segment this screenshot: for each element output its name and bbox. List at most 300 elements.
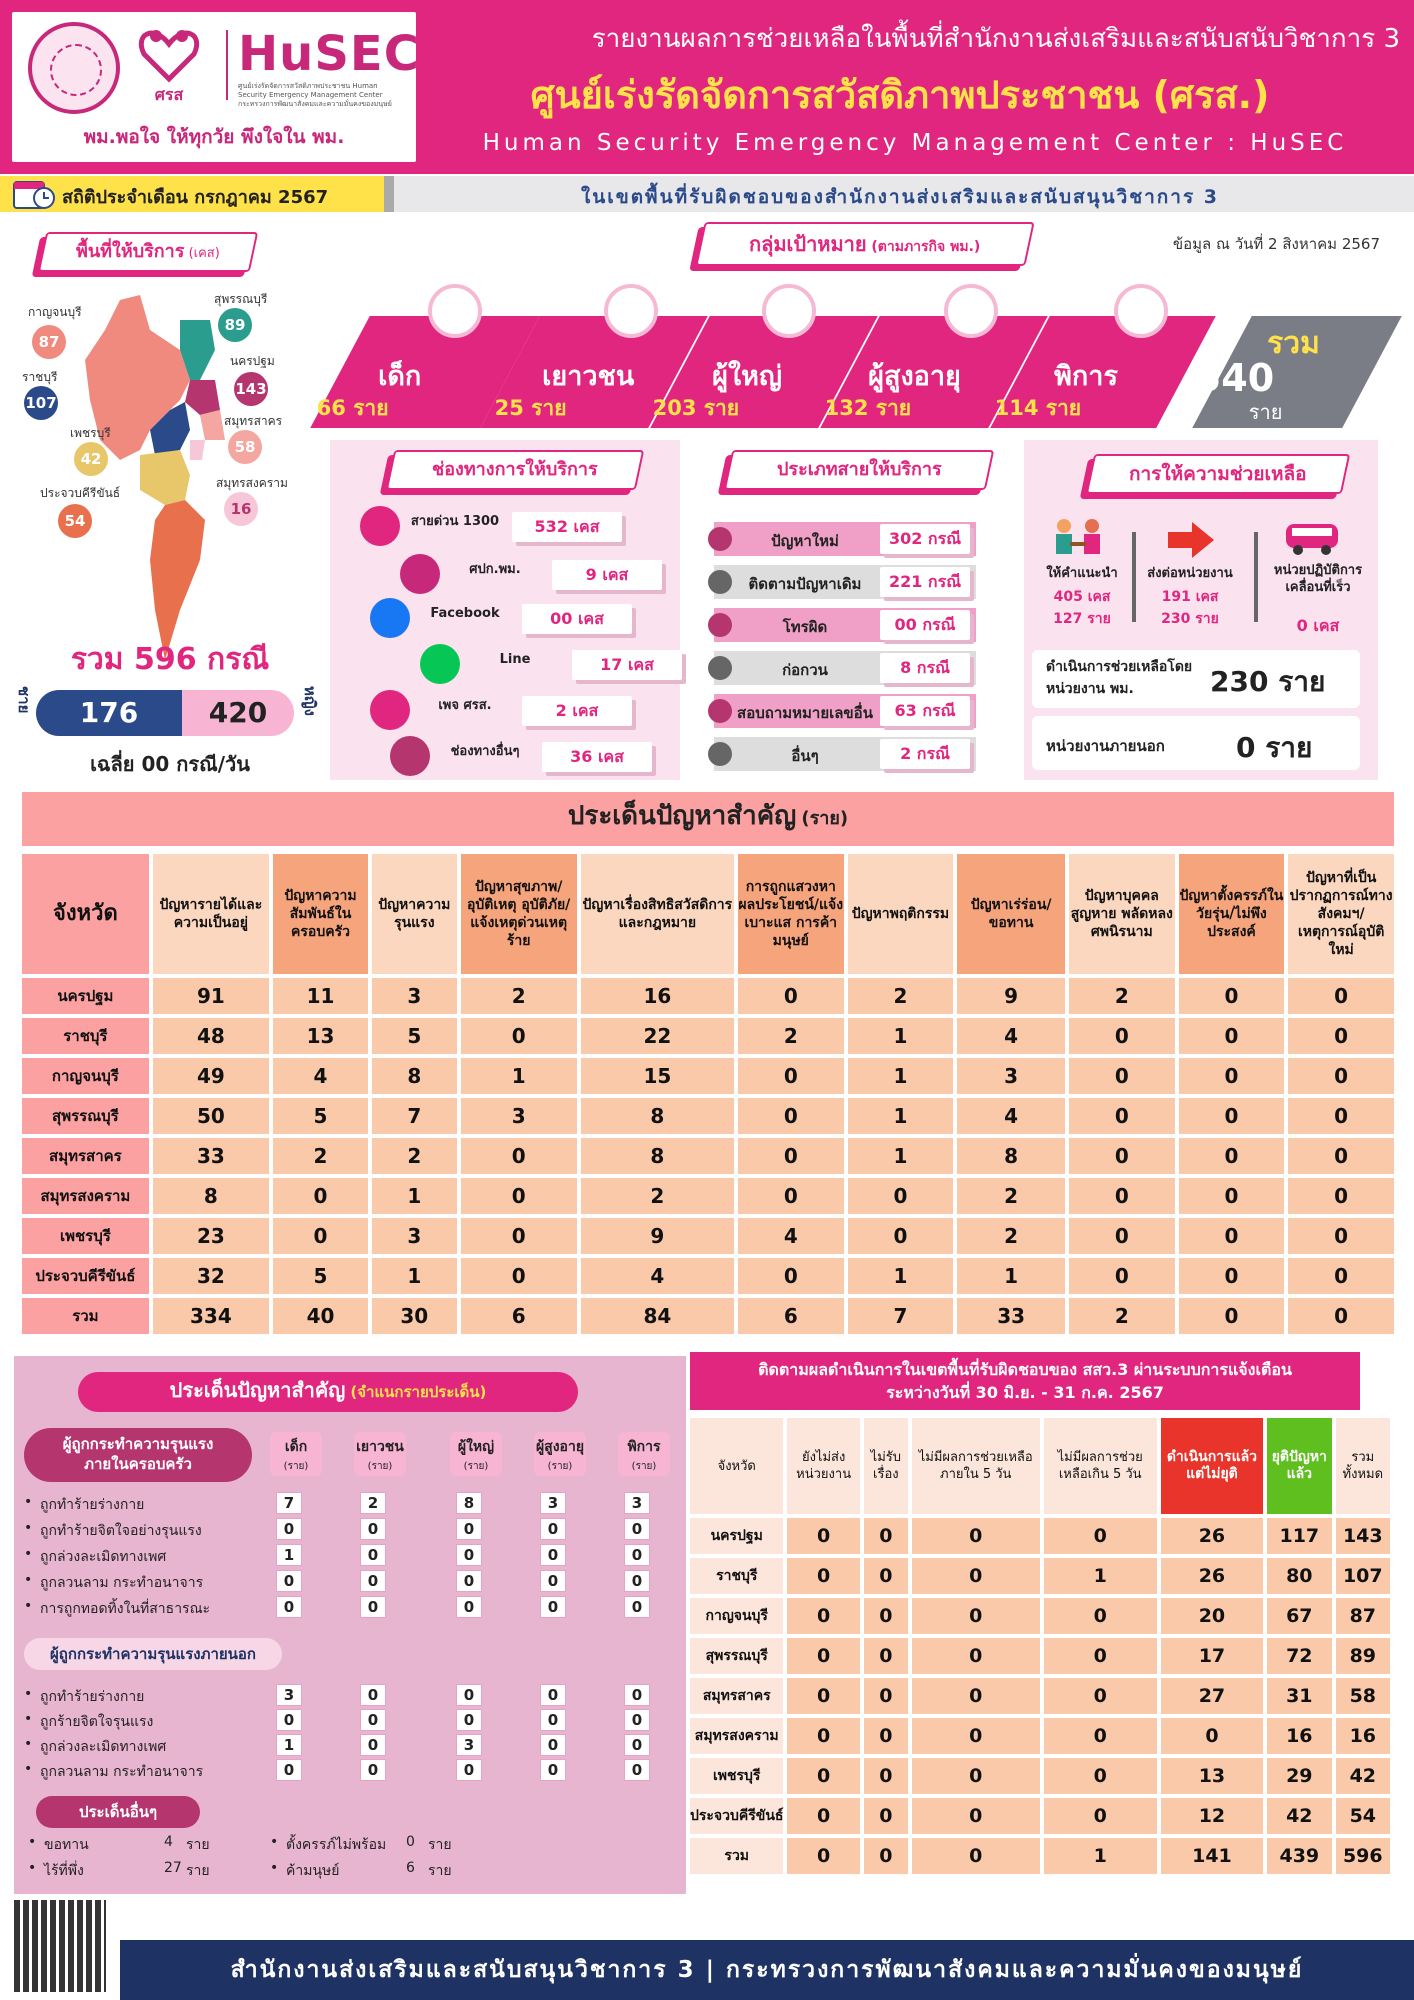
group-total-unit: ราย bbox=[1248, 400, 1283, 424]
table-cell: 67 bbox=[1267, 1598, 1332, 1634]
prov-value-samutsongkhram: 16 bbox=[224, 492, 258, 526]
table-cell: 0 bbox=[461, 1178, 577, 1214]
table-cell: 40 bbox=[273, 1298, 368, 1334]
table-cell: 0 bbox=[787, 1638, 859, 1674]
service-tag bbox=[724, 450, 995, 490]
issue-label: ถูกล่วงละเมิดทางเพศ bbox=[40, 1549, 167, 1565]
issues2-title: ประเด็นปัญหาสำคัญ bbox=[169, 1378, 346, 1402]
issue-value: 0 bbox=[360, 1518, 386, 1540]
row-province: ราชบุรี bbox=[690, 1558, 783, 1594]
issues-col-header: ปัญหาความสัมพันธ์ในครอบครัว bbox=[273, 854, 368, 974]
prov-value-kanchanaburi: 87 bbox=[32, 325, 66, 359]
table-cell: 0 bbox=[1069, 1058, 1175, 1094]
table-cell: 0 bbox=[738, 978, 844, 1014]
divider bbox=[1254, 532, 1258, 622]
table-cell: 1 bbox=[848, 1018, 954, 1054]
service-label: สอบถามหมายเลขอื่น bbox=[737, 704, 873, 722]
center-title-en: Human Security Emergency Management Center : HuSEC bbox=[482, 130, 1348, 156]
service-dot-icon bbox=[708, 742, 732, 766]
table-cell: 0 bbox=[864, 1678, 908, 1714]
issue-value: 0 bbox=[456, 1709, 482, 1731]
channel-value: 2 เคส bbox=[555, 701, 599, 720]
table-cell: 0 bbox=[1288, 1218, 1394, 1254]
service-label: อื่นๆ bbox=[791, 747, 819, 765]
table-cell: 0 bbox=[787, 1798, 859, 1834]
table-cell: 16 bbox=[1267, 1718, 1332, 1754]
table-cell: 0 bbox=[1069, 1138, 1175, 1174]
service-label: โทรผิด bbox=[782, 618, 828, 636]
table-cell: 13 bbox=[1161, 1758, 1263, 1794]
table-cell: 6 bbox=[738, 1298, 844, 1334]
prov-value-ratchaburi: 107 bbox=[24, 386, 58, 420]
issues2-col-name: ผู้สูงอายุ bbox=[535, 1439, 585, 1455]
table-cell: 0 bbox=[912, 1798, 1040, 1834]
male-label: ชาย bbox=[15, 686, 33, 714]
refer-cases: 191 เคส bbox=[1161, 589, 1219, 605]
issues2-sub: (จำแนกรายประเด็น) bbox=[350, 1383, 487, 1401]
table-cell: 16 bbox=[1336, 1718, 1390, 1754]
table-cell: 0 bbox=[1288, 1058, 1394, 1094]
table-cell: 117 bbox=[1267, 1518, 1332, 1554]
issue-value: 0 bbox=[624, 1709, 650, 1731]
follow-col-header: ยุติปัญหาแล้ว bbox=[1267, 1418, 1332, 1514]
row-province: ประจวบคีรีขันธ์ bbox=[690, 1798, 783, 1834]
table-cell: 1 bbox=[848, 1058, 954, 1094]
table-cell: 0 bbox=[1179, 1138, 1285, 1174]
other-label: ค้ามนุษย์ bbox=[286, 1863, 340, 1879]
table-cell: 439 bbox=[1267, 1838, 1332, 1874]
issues-col-header: ปัญหาความรุนแรง bbox=[372, 854, 457, 974]
table-cell: 0 bbox=[461, 1258, 577, 1294]
service-dot-icon bbox=[708, 656, 732, 680]
bullet-icon: • bbox=[28, 1834, 37, 1850]
table-row bbox=[690, 1518, 1390, 1554]
prov-value-suphanburi: 89 bbox=[218, 308, 252, 342]
issues-col-header: จังหวัด bbox=[22, 854, 149, 974]
table-cell: 0 bbox=[1288, 1298, 1394, 1334]
table-cell: 0 bbox=[738, 1098, 844, 1134]
table-cell: 3 bbox=[372, 1218, 457, 1254]
prov-label-ratchaburi: ราชบุรี bbox=[22, 370, 58, 384]
issue-value: 0 bbox=[360, 1570, 386, 1592]
table-cell: 0 bbox=[1161, 1718, 1263, 1754]
table-cell: 8 bbox=[957, 1138, 1065, 1174]
table-cell: 0 bbox=[273, 1178, 368, 1214]
table-cell: 16 bbox=[581, 978, 734, 1014]
advice-label: ให้คำแนะนำ bbox=[1046, 566, 1118, 581]
issue-value: 0 bbox=[456, 1570, 482, 1592]
table-cell: 0 bbox=[1179, 1298, 1285, 1334]
table-cell: 0 bbox=[1044, 1678, 1157, 1714]
issue-value: 0 bbox=[276, 1596, 302, 1618]
table-cell: 5 bbox=[273, 1098, 368, 1134]
issues-table bbox=[18, 850, 1398, 1338]
channel-value-box bbox=[522, 696, 632, 726]
issues2-col-unit: (ราย) bbox=[367, 1461, 393, 1472]
table-cell: 2 bbox=[1069, 1298, 1175, 1334]
table-cell: 58 bbox=[1336, 1678, 1390, 1714]
issues2-col-header bbox=[534, 1432, 586, 1476]
issue-value: 7 bbox=[276, 1492, 302, 1514]
other-value: 27 bbox=[164, 1860, 182, 1876]
advice-icon bbox=[1050, 516, 1106, 560]
issue-value: 0 bbox=[456, 1596, 482, 1618]
table-cell: 2 bbox=[738, 1018, 844, 1054]
table-cell: 22 bbox=[581, 1018, 734, 1054]
table-cell: 0 bbox=[864, 1758, 908, 1794]
bullet-icon: • bbox=[270, 1834, 279, 1850]
table-row bbox=[22, 978, 1394, 1014]
row-province: สมุทรสงคราม bbox=[690, 1718, 783, 1754]
table-cell: 33 bbox=[153, 1138, 269, 1174]
table-cell: 23 bbox=[153, 1218, 269, 1254]
follow-col-header: ไม่รับเรื่อง bbox=[864, 1418, 908, 1514]
row-province: กาญจนบุรี bbox=[22, 1058, 149, 1094]
issues2-col-name: พิการ bbox=[627, 1439, 661, 1455]
table-row bbox=[22, 1218, 1394, 1254]
assist-title: การให้ความช่วยเหลือ bbox=[1129, 463, 1307, 485]
issues2-col-unit: (ราย) bbox=[631, 1461, 657, 1472]
channel-value-box bbox=[512, 512, 622, 542]
issue-label: ถูกทำร้ายจิตใจอย่างรุนแรง bbox=[40, 1523, 202, 1539]
row-province: สมุทรสาคร bbox=[22, 1138, 149, 1174]
group-elderly-count: 132 ราย bbox=[824, 396, 912, 420]
issue-value: 0 bbox=[540, 1544, 566, 1566]
table-cell: 72 bbox=[1267, 1638, 1332, 1674]
bullet-icon: • bbox=[24, 1546, 33, 1562]
table-cell: 0 bbox=[1179, 1178, 1285, 1214]
bullet-icon: • bbox=[28, 1860, 37, 1876]
table-cell: 0 bbox=[864, 1798, 908, 1834]
service-value-box bbox=[880, 610, 970, 640]
table-cell: 0 bbox=[1288, 978, 1394, 1014]
table-row bbox=[690, 1678, 1390, 1714]
table-cell: 2 bbox=[581, 1178, 734, 1214]
issue-value: 0 bbox=[540, 1570, 566, 1592]
table-cell: 0 bbox=[864, 1638, 908, 1674]
service-dot-icon bbox=[708, 570, 732, 594]
channel-value: 17 เคส bbox=[600, 655, 654, 674]
issue-label: ถูกร้ายจิตใจรุนแรง bbox=[40, 1714, 154, 1730]
service-value: 221 กรณี bbox=[888, 572, 962, 591]
table-row bbox=[22, 1058, 1394, 1094]
table-cell: 8 bbox=[581, 1098, 734, 1134]
table-cell: 91 bbox=[153, 978, 269, 1014]
other-title: ประเด็นอื่นๆ bbox=[36, 1796, 200, 1828]
table-cell: 15 bbox=[581, 1058, 734, 1094]
issue-value: 0 bbox=[360, 1684, 386, 1706]
target-sub: (ตามภารกิจ พม.) bbox=[871, 239, 981, 255]
issues2-col-name: ผู้ใหญ่ bbox=[457, 1439, 495, 1455]
table-cell: 4 bbox=[957, 1098, 1065, 1134]
advice-cases: 405 เคส bbox=[1053, 589, 1111, 605]
issue-value: 3 bbox=[276, 1684, 302, 1706]
table-row bbox=[690, 1798, 1390, 1834]
area-title: พื้นที่ให้บริการ bbox=[75, 241, 185, 262]
issue-value: 0 bbox=[624, 1734, 650, 1756]
youth-icon bbox=[604, 284, 658, 338]
other-unit: ราย bbox=[428, 1863, 452, 1879]
table-row bbox=[22, 1298, 1394, 1334]
issues-col-header: ปัญหาที่เป็นปรากฏการณ์ทางสังคมฯ/เหตุการณ์อุบัติใหม่ bbox=[1288, 854, 1394, 974]
table-row bbox=[690, 1558, 1390, 1594]
table-cell: 12 bbox=[1161, 1798, 1263, 1834]
group-adult-count: 203 ราย bbox=[652, 396, 740, 420]
van-icon bbox=[1282, 518, 1342, 558]
table-cell: 0 bbox=[864, 1518, 908, 1554]
table-cell: 33 bbox=[957, 1298, 1065, 1334]
table-cell: 26 bbox=[1161, 1558, 1263, 1594]
bullet-icon: • bbox=[24, 1761, 33, 1777]
map-samutsakhon bbox=[200, 410, 225, 440]
row-province: เพชรบุรี bbox=[690, 1758, 783, 1794]
prov-label-prachuap: ประจวบคีรีขันธ์ bbox=[40, 486, 121, 500]
follow-col-header: รวมทั้งหมด bbox=[1336, 1418, 1390, 1514]
table-cell: 30 bbox=[372, 1298, 457, 1334]
table-cell: 7 bbox=[372, 1098, 457, 1134]
group-child-count: 66 ราย bbox=[316, 396, 389, 420]
table-cell: 0 bbox=[1069, 1018, 1175, 1054]
issue-value: 0 bbox=[624, 1759, 650, 1781]
table-cell: 13 bbox=[273, 1018, 368, 1054]
table-cell: 0 bbox=[912, 1838, 1040, 1874]
target-tag bbox=[695, 222, 1034, 266]
other-label: ตั้งครรภ์ไม่พร้อม bbox=[286, 1837, 387, 1853]
table-cell: 2 bbox=[461, 978, 577, 1014]
table-cell: 0 bbox=[1179, 1218, 1285, 1254]
seal-icon bbox=[400, 554, 440, 594]
table-cell: 27 bbox=[1161, 1678, 1263, 1714]
adult-icon bbox=[762, 284, 816, 338]
table-cell: 1 bbox=[848, 1138, 954, 1174]
issue-value: 0 bbox=[624, 1684, 650, 1706]
table-cell: 107 bbox=[1336, 1558, 1390, 1594]
issues2-col-name: เด็ก bbox=[284, 1439, 308, 1455]
service-value-box bbox=[880, 524, 970, 554]
channel-value: 532 เคส bbox=[534, 517, 600, 536]
other-unit: ราย bbox=[186, 1863, 210, 1879]
table-cell: 0 bbox=[787, 1838, 859, 1874]
table-cell: 0 bbox=[912, 1758, 1040, 1794]
table-cell: 87 bbox=[1336, 1598, 1390, 1634]
service-value: 00 กรณี bbox=[894, 615, 956, 634]
table-cell: 1 bbox=[1044, 1838, 1157, 1874]
issue-value: 2 bbox=[360, 1492, 386, 1514]
issues2-col-header bbox=[618, 1432, 670, 1476]
arrow-right-icon bbox=[1164, 520, 1216, 560]
issues-title: ประเด็นปัญหาสำคัญ bbox=[567, 801, 797, 831]
table-cell: 0 bbox=[787, 1718, 859, 1754]
issue-value: 0 bbox=[540, 1596, 566, 1618]
child-icon bbox=[428, 284, 482, 338]
table-cell: 0 bbox=[1288, 1178, 1394, 1214]
table-cell: 54 bbox=[1336, 1798, 1390, 1834]
issue-value: 0 bbox=[540, 1518, 566, 1540]
table-cell: 143 bbox=[1336, 1518, 1390, 1554]
table-cell: 1 bbox=[848, 1258, 954, 1294]
bullet-icon: • bbox=[24, 1520, 33, 1536]
zone-title: ในเขตพื้นที่รับผิดชอบของสำนักงานส่งเสริมและสนับสนุนวิชาการ 3 bbox=[580, 186, 1220, 208]
outside-title: ผู้ถูกกระทำความรุนแรงภายนอก bbox=[24, 1638, 282, 1670]
table-cell: 8 bbox=[372, 1058, 457, 1094]
prov-label-nakhonpathom: นครปฐม bbox=[230, 354, 275, 368]
target-title: กลุ่มเป้าหมาย bbox=[749, 232, 867, 256]
table-cell: 0 bbox=[912, 1638, 1040, 1674]
group-child-name: เด็ก bbox=[378, 361, 422, 392]
table-cell: 0 bbox=[1069, 1098, 1175, 1134]
srs-logo-text: ศรส bbox=[154, 85, 184, 104]
issues-table-wrap bbox=[18, 850, 1398, 1338]
follow-col-header: ไม่มีผลการช่วยเหลือภายใน 5 วัน bbox=[912, 1418, 1040, 1514]
issues2-col-name: เยาวชน bbox=[356, 1439, 404, 1455]
as-of-date: ข้อมูล ณ วันที่ 2 สิงหาคม 2567 bbox=[1172, 235, 1380, 253]
table-cell: 0 bbox=[787, 1518, 859, 1554]
male-count: 176 bbox=[36, 690, 182, 736]
table-cell: 0 bbox=[738, 1258, 844, 1294]
row-province: สมุทรสาคร bbox=[690, 1678, 783, 1714]
follow-col-header: ไม่มีผลการช่วยเหลือเกิน 5 วัน bbox=[1044, 1418, 1157, 1514]
table-cell: 0 bbox=[864, 1598, 908, 1634]
more-icon bbox=[390, 736, 430, 776]
group-disabled-name: พิการ bbox=[1054, 361, 1118, 392]
table-row bbox=[22, 1138, 1394, 1174]
issue-value: 0 bbox=[540, 1684, 566, 1706]
table-cell: 0 bbox=[1069, 1258, 1175, 1294]
table-cell: 3 bbox=[372, 978, 457, 1014]
table-cell: 141 bbox=[1161, 1838, 1263, 1874]
table-cell: 0 bbox=[461, 1018, 577, 1054]
group-total-value: 540 bbox=[1194, 356, 1275, 400]
table-cell: 0 bbox=[461, 1138, 577, 1174]
issue-value: 0 bbox=[276, 1570, 302, 1592]
service-value-box bbox=[880, 653, 970, 683]
table-cell: 9 bbox=[957, 978, 1065, 1014]
table-cell: 5 bbox=[372, 1018, 457, 1054]
table-cell: 0 bbox=[848, 1218, 954, 1254]
group-youth-count: 25 ราย bbox=[494, 396, 567, 420]
table-cell: 3 bbox=[957, 1058, 1065, 1094]
bullet-icon: • bbox=[24, 1598, 33, 1614]
qr-code-icon[interactable] bbox=[14, 1900, 106, 1992]
table-cell: 334 bbox=[153, 1298, 269, 1334]
table-cell: 0 bbox=[738, 1058, 844, 1094]
table-cell: 49 bbox=[153, 1058, 269, 1094]
service-value: 2 กรณี bbox=[900, 744, 950, 763]
issue-value: 1 bbox=[276, 1544, 302, 1566]
srs-page-icon bbox=[370, 690, 410, 730]
table-cell: 0 bbox=[864, 1718, 908, 1754]
issues-col-header: ปัญหาบุคคลสูญหาย พลัดหลง ศพนิรนาม bbox=[1069, 854, 1175, 974]
follow-title1: ติดตามผลดำเนินการในเขตพื้นที่รับผิดชอบของ สสว.3 ผ่านระบบการแจ้งเตือน bbox=[758, 1360, 1292, 1379]
service-label: ปัญหาใหม่ bbox=[771, 532, 839, 550]
channel-label: เพจ ศรส. bbox=[438, 698, 492, 713]
divider bbox=[1132, 532, 1136, 622]
issues2-col-unit: (ราย) bbox=[283, 1461, 309, 1472]
channel-value-box bbox=[572, 650, 682, 680]
calendar-icon bbox=[12, 178, 56, 210]
service-value-box bbox=[880, 567, 970, 597]
issue-value: 0 bbox=[276, 1518, 302, 1540]
issues2-col-unit: (ราย) bbox=[547, 1461, 573, 1472]
follow-table-wrap bbox=[686, 1414, 1394, 1878]
issue-value: 8 bbox=[456, 1492, 482, 1514]
table-cell: 0 bbox=[1044, 1718, 1157, 1754]
table-cell: 0 bbox=[738, 1138, 844, 1174]
refer-persons: 230 ราย bbox=[1161, 611, 1219, 627]
group-total bbox=[1192, 316, 1402, 428]
issues-col-header: ปัญหาเรื่องสิทธิสวัสดิการและกฎหมาย bbox=[581, 854, 734, 974]
table-cell: 596 bbox=[1336, 1838, 1390, 1874]
table-cell: 9 bbox=[581, 1218, 734, 1254]
table-cell: 0 bbox=[864, 1558, 908, 1594]
table-cell: 1 bbox=[848, 1098, 954, 1134]
row-province: นครปฐม bbox=[22, 978, 149, 1014]
table-row bbox=[22, 1098, 1394, 1134]
table-cell: 0 bbox=[461, 1218, 577, 1254]
group-adult-name: ผู้ใหญ่ bbox=[712, 361, 782, 392]
table-cell: 20 bbox=[1161, 1598, 1263, 1634]
table-cell: 0 bbox=[1044, 1798, 1157, 1834]
issues2-title-bar bbox=[78, 1372, 578, 1412]
table-cell: 1 bbox=[1044, 1558, 1157, 1594]
issues2-col-header bbox=[354, 1432, 406, 1476]
table-cell: 0 bbox=[1179, 1098, 1285, 1134]
table-cell: 1 bbox=[957, 1258, 1065, 1294]
follow-title-bar bbox=[690, 1352, 1360, 1410]
row-province: สมุทรสงคราม bbox=[22, 1178, 149, 1214]
table-row bbox=[690, 1718, 1390, 1754]
elderly-icon bbox=[944, 284, 998, 338]
issues-col-header: ปัญหาเร่ร่อน/ขอทาน bbox=[957, 854, 1065, 974]
issue-value: 0 bbox=[360, 1544, 386, 1566]
issue-value: 0 bbox=[624, 1596, 650, 1618]
issue-label: ถูกลวนลาม กระทำอนาจาร bbox=[40, 1764, 204, 1780]
service-value: 63 กรณี bbox=[894, 701, 956, 720]
issue-value: 0 bbox=[456, 1518, 482, 1540]
service-value-box bbox=[880, 696, 970, 726]
other-unit: ราย bbox=[428, 1837, 452, 1853]
table-row bbox=[690, 1758, 1390, 1794]
issue-value: 0 bbox=[624, 1544, 650, 1566]
table-cell: 4 bbox=[957, 1018, 1065, 1054]
area-unit: (เคส) bbox=[188, 246, 220, 261]
issue-value: 0 bbox=[540, 1709, 566, 1731]
channel-label: ศปก.พม. bbox=[469, 562, 521, 577]
table-cell: 0 bbox=[912, 1678, 1040, 1714]
table-cell: 0 bbox=[1288, 1018, 1394, 1054]
issue-label: ถูกลวนลาม กระทำอนาจาร bbox=[40, 1575, 204, 1591]
row-province: นครปฐม bbox=[690, 1518, 783, 1554]
table-cell: 0 bbox=[1288, 1258, 1394, 1294]
channel-label: สายด่วน 1300 bbox=[410, 514, 500, 529]
issues-col-header: ปัญหารายได้และความเป็นอยู่ bbox=[153, 854, 269, 974]
brand-name: HuSEC bbox=[238, 26, 420, 82]
service-value: 302 กรณี bbox=[888, 529, 962, 548]
table-cell: 17 bbox=[1161, 1638, 1263, 1674]
center-title: ศูนย์เร่งรัดจัดการสวัสดิภาพประชาชน (ศรส.) bbox=[530, 73, 1270, 117]
prov-value-samutsakhon: 58 bbox=[228, 430, 262, 464]
prov-value-nakhonpathom: 143 bbox=[234, 372, 268, 406]
msdhs-label: ดำเนินการช่วยเหลือโดยหน่วยงาน พม. bbox=[1046, 659, 1193, 697]
stat-month: สถิติประจำเดือน กรกฎาคม 2567 bbox=[62, 187, 329, 208]
table-cell: 2 bbox=[273, 1138, 368, 1174]
row-province: กาญจนบุรี bbox=[690, 1598, 783, 1634]
table-row bbox=[690, 1838, 1390, 1874]
table-cell: 32 bbox=[153, 1258, 269, 1294]
other-unit: ราย bbox=[186, 1837, 210, 1853]
table-row bbox=[690, 1598, 1390, 1634]
issue-value: 0 bbox=[360, 1759, 386, 1781]
